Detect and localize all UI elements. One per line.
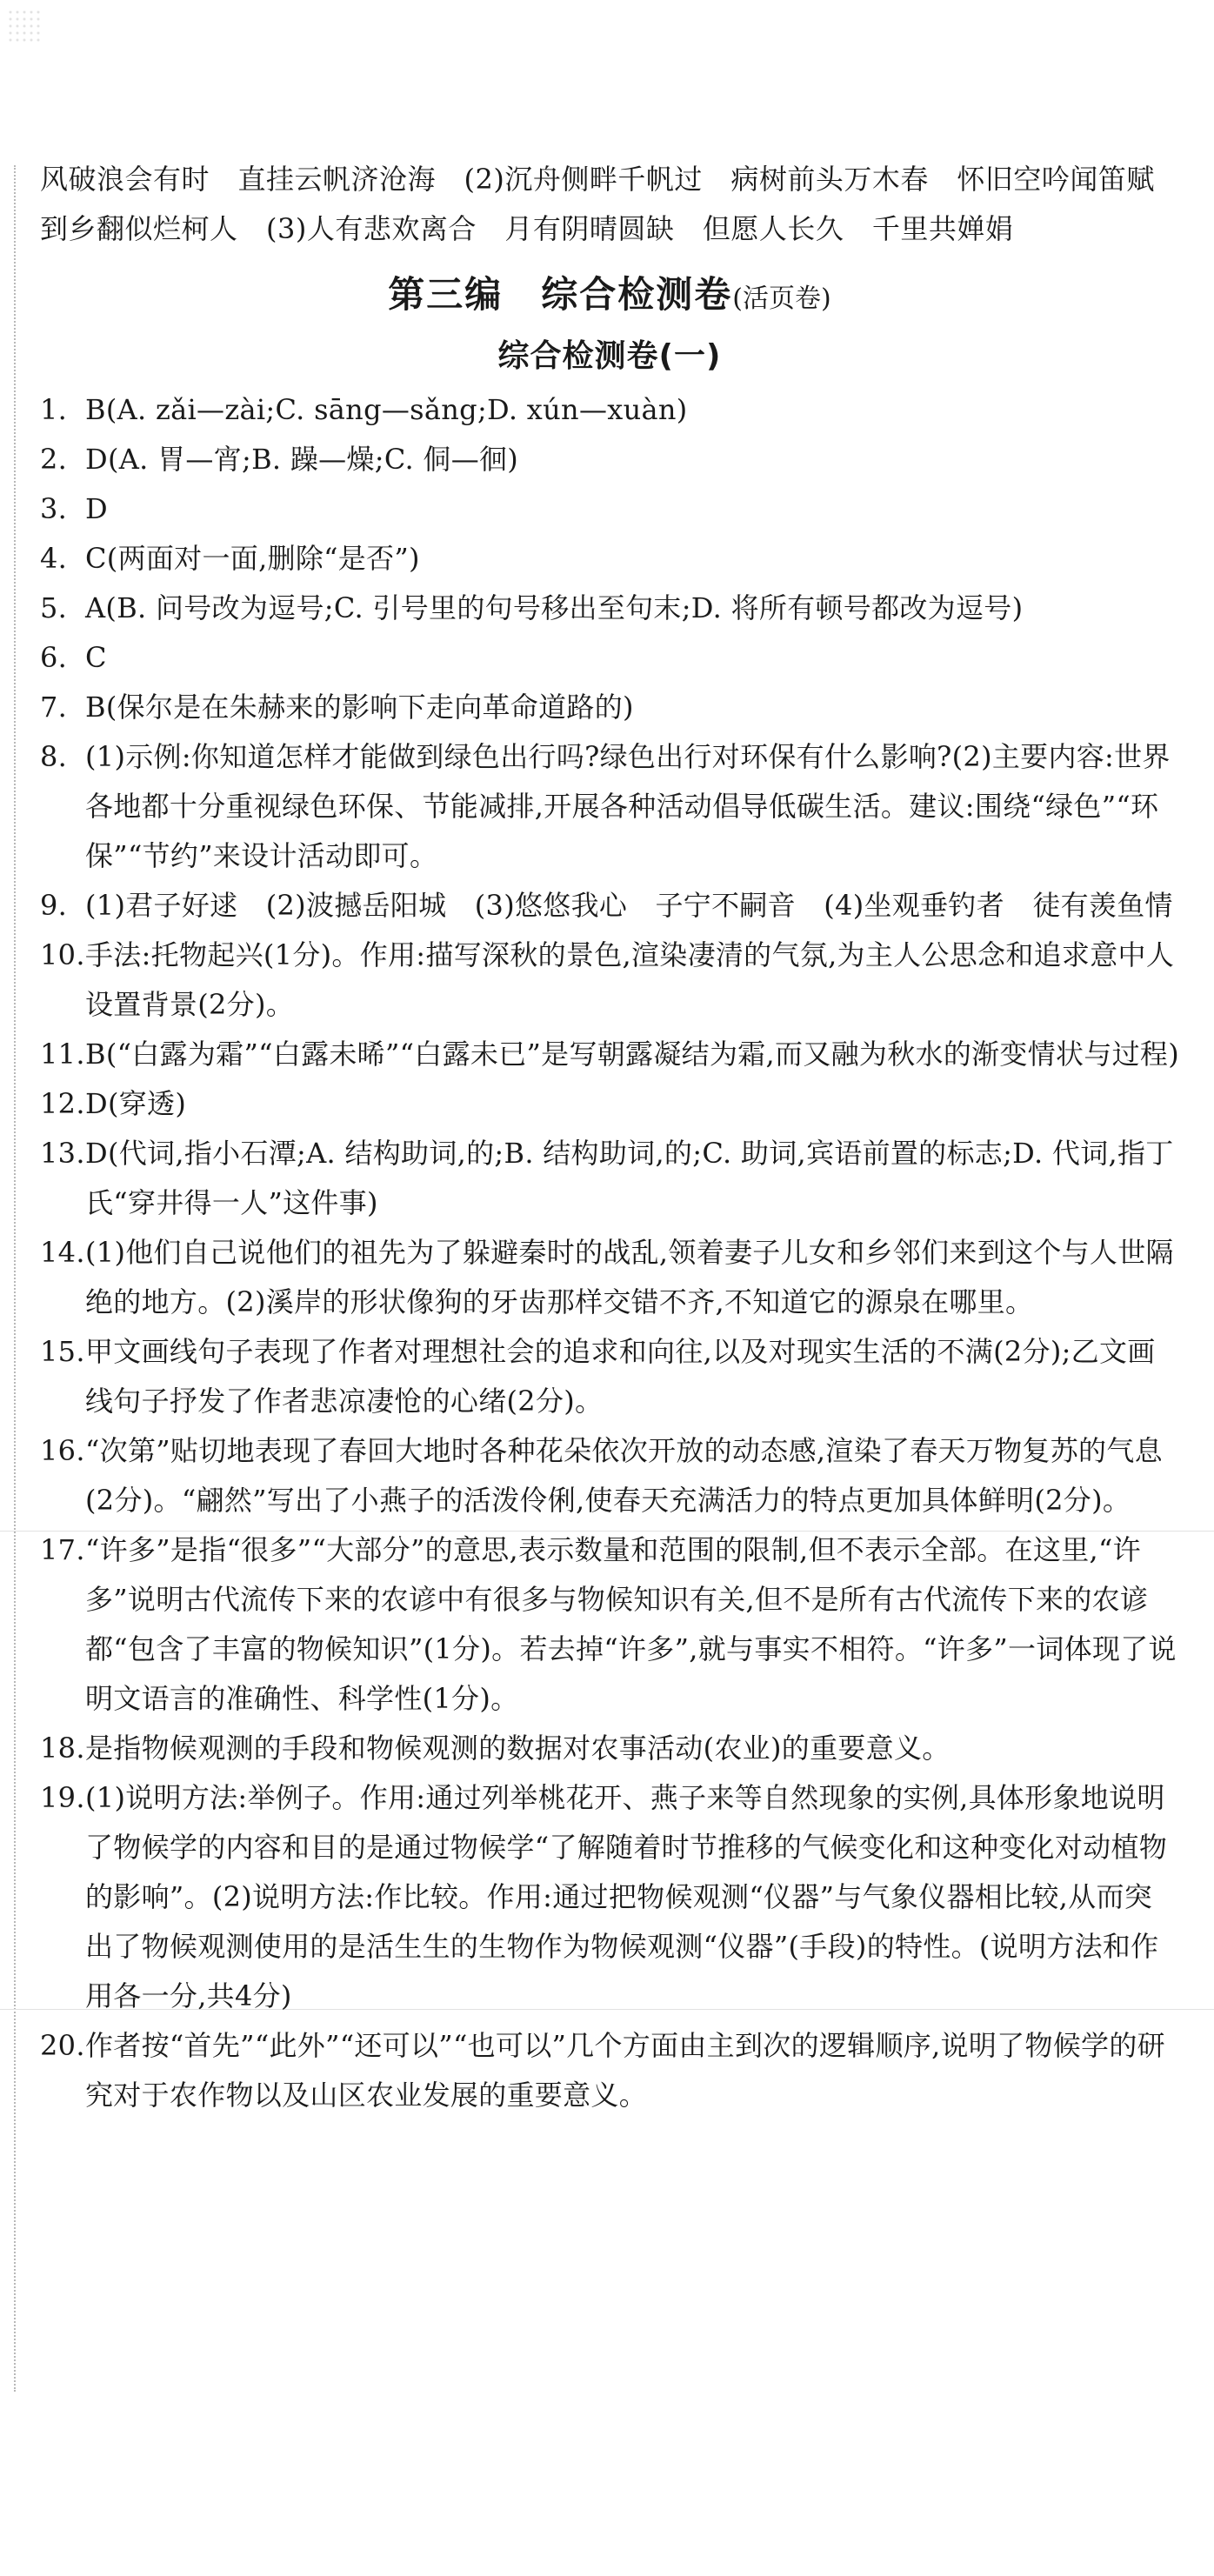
answer-text: B(“白露为霜”“白露未晞”“白露未已”是写朝露凝结为霜,而又融为秋水的渐变情状与过程) bbox=[85, 1038, 1180, 1071]
scan-speck bbox=[7, 9, 42, 43]
answer-item bbox=[40, 1773, 1179, 2021]
answer-number: 20. bbox=[40, 2029, 85, 2062]
answer-item bbox=[40, 1079, 1179, 1129]
answer-number: 6. bbox=[40, 641, 68, 674]
answer-item bbox=[40, 1426, 1179, 1525]
section-title-main: 第三编 综合检测卷 bbox=[388, 273, 733, 316]
answer-number: 15. bbox=[40, 1335, 85, 1368]
answer-number: 2. bbox=[40, 443, 68, 476]
answer-number: 14. bbox=[40, 1236, 85, 1269]
answer-text: (1)君子好逑 (2)波撼岳阳城 (3)悠悠我心 子宁不嗣音 (4)坐观垂钓者 徒有羡鱼情 bbox=[85, 889, 1173, 922]
answer-text: 甲文画线句子表现了作者对理想社会的追求和向往,以及对现实生活的不满(2分);乙文画线句子抒发了作者悲凉凄怆的心绪(2分)。 bbox=[85, 1335, 1156, 1418]
answer-item bbox=[40, 1327, 1179, 1426]
answer-text: D(代词,指小石潭;A. 结构助词,的;B. 结构助词,的;C. 助词,宾语前置的标志;D. 代词,指丁氏“穿井得一人”这件事) bbox=[85, 1137, 1174, 1219]
answer-item bbox=[40, 1030, 1179, 1079]
answer-item bbox=[40, 1525, 1179, 1724]
answer-text: D(A. 胃—宵;B. 躁—燥;C. 侗—徊) bbox=[85, 443, 519, 476]
answer-text: A(B. 问号改为逗号;C. 引号里的句号移出至句末;D. 将所有顿号都改为逗号) bbox=[85, 591, 1024, 624]
answer-item bbox=[40, 1228, 1179, 1327]
answer-text: “许多”是指“很多”“大部分”的意思,表示数量和范围的限制,但不表示全部。在这里,“许多”说明古代流传下来的农谚中有很多与物候知识有关,但不是所有古代流传下来的农谚都“包含了丰富的物候知识”(1分)。若去掉“许多”,就与事实不相符。“许多”一词体现了说明文语言的准确性、科学性(1分)。 bbox=[85, 1533, 1177, 1715]
content bbox=[40, 155, 1184, 2120]
answer-text: 是指物候观测的手段和物候观测的数据对农事活动(农业)的重要意义。 bbox=[85, 1732, 951, 1765]
answer-item bbox=[40, 534, 1179, 584]
answer-item bbox=[40, 633, 1179, 683]
answer-text: D bbox=[85, 492, 108, 525]
answer-text: C bbox=[85, 641, 107, 674]
answer-item bbox=[40, 931, 1179, 1030]
answer-number: 17. bbox=[40, 1533, 85, 1566]
answer-item bbox=[40, 1724, 1179, 1773]
answer-number: 5. bbox=[40, 591, 68, 624]
answer-text: C(两面对一面,删除“是否”) bbox=[85, 542, 420, 575]
answer-number: 11. bbox=[40, 1038, 85, 1071]
answer-item bbox=[40, 1129, 1179, 1228]
answer-text: “次第”贴切地表现了春回大地时各种花朵依次开放的动态感,渲染了春天万物复苏的气息(2分)。“翩然”写出了小燕子的活泼伶俐,使春天充满活力的特点更加具体鲜明(2分)。 bbox=[85, 1434, 1163, 1517]
answer-text: D(穿透) bbox=[85, 1087, 187, 1120]
answer-item bbox=[40, 584, 1179, 633]
section-title bbox=[40, 268, 1179, 326]
answer-item bbox=[40, 484, 1179, 534]
answer-item bbox=[40, 732, 1179, 881]
paper-title: 综合检测卷(一) bbox=[497, 338, 722, 374]
answer-list bbox=[40, 385, 1179, 2120]
answer-item bbox=[40, 385, 1179, 435]
answer-number: 8. bbox=[40, 740, 68, 773]
answer-item bbox=[40, 435, 1179, 484]
intro-paragraph: 风破浪会有时 直挂云帆济沧海 (2)沉舟侧畔千帆过 病树前头万木春 怀旧空吟闻笛赋 到乡翻似烂柯人 (3)人有悲欢离合 月有阴晴圆缺 但愿人长久 千里共婵娟 bbox=[40, 163, 1184, 245]
answer-number: 9. bbox=[40, 889, 68, 922]
answer-text: (1)他们自己说他们的祖先为了躲避秦时的战乱,领着妻子儿女和乡邻们来到这个与人世隔绝的地方。(2)溪岸的形状像狗的牙齿那样交错不齐,不知道它的源泉在哪里。 bbox=[85, 1236, 1174, 1318]
answer-text: 手法:托物起兴(1分)。作用:描写深秋的景色,渲染凄清的气氛,为主人公思念和追求意中人设置背景(2分)。 bbox=[85, 938, 1175, 1021]
answer-item bbox=[40, 683, 1179, 732]
section-title-sub: (活页卷) bbox=[732, 284, 831, 314]
answer-text: B(保尔是在朱赫来的影响下走向革命道路的) bbox=[85, 691, 634, 724]
answer-number: 18. bbox=[40, 1732, 85, 1765]
answer-text: B(A. zǎi—zài;C. sāng—sǎng;D. xún—xuàn) bbox=[85, 393, 688, 426]
answer-text: 作者按“首先”“此外”“还可以”“也可以”几个方面由主到次的逻辑顺序,说明了物候学的研究对于农作物以及山区农业发展的重要意义。 bbox=[85, 2029, 1165, 2112]
answer-number: 13. bbox=[40, 1137, 85, 1170]
answer-item bbox=[40, 881, 1179, 931]
answer-number: 4. bbox=[40, 542, 68, 575]
answer-number: 7. bbox=[40, 691, 68, 724]
answer-item bbox=[40, 2021, 1179, 2120]
answer-number: 19. bbox=[40, 1781, 85, 1814]
answer-number: 12. bbox=[40, 1087, 85, 1120]
answer-text: (1)说明方法:举例子。作用:通过列举桃花开、燕子来等自然现象的实例,具体形象地说明了物候学的内容和目的是通过物候学“了解随着时节推移的气候变化和这种变化对动植物的影响”。(2)说明方法:作比较。作用:通过把物候观测“仪器”与气象仪器相比较,从而突出了物候观测使用的是活生生的生物作为物候观测“仪器”(手段)的特性。(说明方法和作用各一分,共4分) bbox=[85, 1781, 1168, 2012]
binding-margin-line bbox=[14, 165, 16, 2392]
answer-text: (1)示例:你知道怎样才能做到绿色出行吗?绿色出行对环保有什么影响?(2)主要内容:世界各地都十分重视绿色环保、节能减排,开展各种活动倡导低碳生活。建议:围绕“绿色”“环保”“节约”来设计活动即可。 bbox=[85, 740, 1171, 872]
answer-number: 16. bbox=[40, 1434, 85, 1467]
answer-number: 1. bbox=[40, 393, 68, 426]
answer-number: 3. bbox=[40, 492, 68, 525]
answer-number: 10. bbox=[40, 938, 85, 971]
